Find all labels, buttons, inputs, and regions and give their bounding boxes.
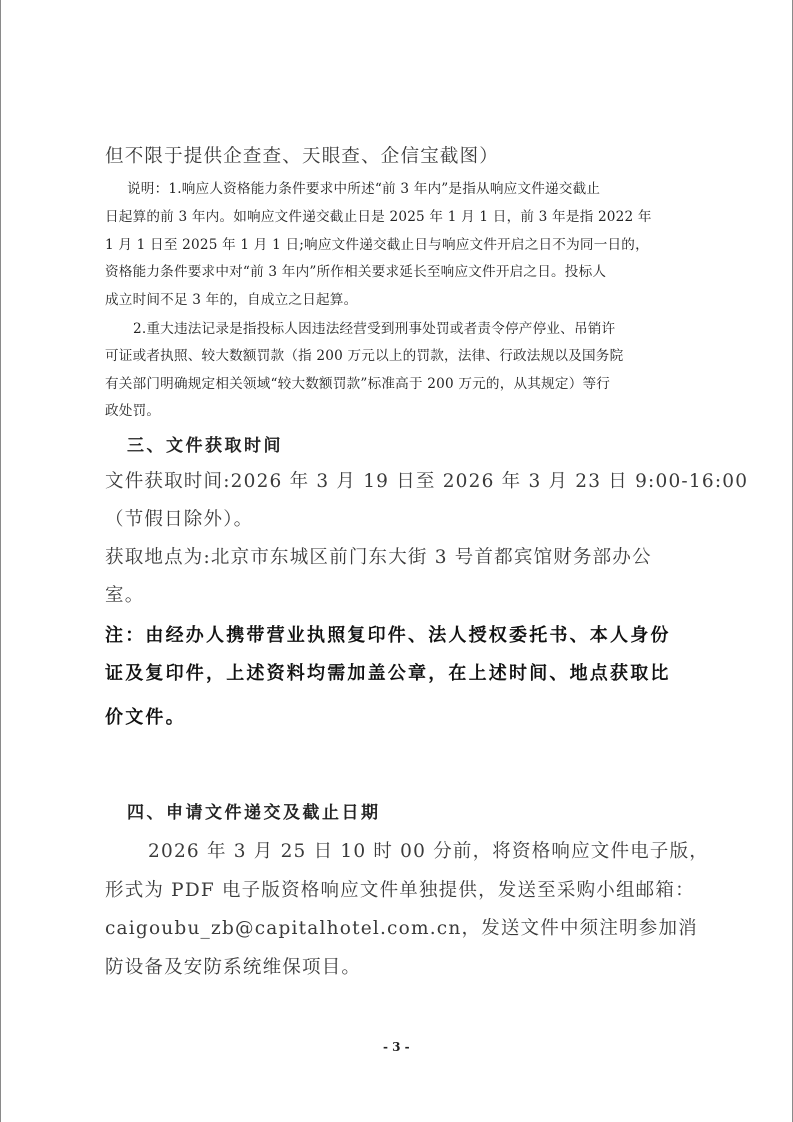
- note-line: 说明：1.响应人资格能力条件要求中所述“前 3 年内”是指从响应文件递交截止: [127, 181, 601, 197]
- notice-line: 证及复印件，上述资料均需加盖公章，在上述时间、地点获取比: [105, 663, 671, 684]
- note-line: 有关部门明确规定相关领域“较大数额罚款”标准高于 200 万元的，从其规定）等行: [105, 376, 611, 392]
- section-4-heading: 四、申请文件递交及截止日期: [127, 803, 381, 823]
- submission-line: 2026 年 3 月 25 日 10 时 00 分前，将资格响应文件电子版，: [148, 841, 709, 862]
- submission-line: 形式为 PDF 电子版资格响应文件单独提供，发送至采购小组邮箱：: [105, 880, 695, 901]
- acquire-place-line: 室。: [105, 585, 145, 606]
- acquire-time-line: （节假日除外）。: [105, 509, 254, 530]
- note-line: 成立时间不足 3 年的，自成立之日起算。: [105, 292, 358, 308]
- continuation-line: 但不限于提供企查查、天眼查、企信宝截图）: [105, 146, 500, 167]
- note-line: 日起算的前 3 年内。如响应文件递交截止日是 2025 年 1 月 1 日，前 3 年是指 2022 年: [105, 209, 652, 225]
- section-3-heading: 三、文件获取时间: [127, 436, 283, 456]
- acquire-time-line: 文件获取时间:2026 年 3 月 19 日至 2026 年 3 月 23 日 9:00-16:00: [105, 471, 749, 492]
- page-number: - 3 -: [383, 1040, 410, 1054]
- submission-line: 防设备及安防系统维保项目。: [105, 957, 362, 978]
- note-line: 资格能力条件要求中对“前 3 年内”所作相关要求延长至响应文件开启之日。投标人: [105, 264, 607, 280]
- note-line: 1 月 1 日至 2025 年 1 月 1 日;响应文件递交截止日与响应文件开启之日不为同一日的，: [105, 237, 649, 253]
- acquire-place-line: 获取地点为:北京市东城区前门东大街 3 号首都宾馆财务部办公: [105, 547, 652, 568]
- submission-line: caigoubu_zb@capitalhotel.com.cn，发送文件中须注明参加消: [105, 918, 698, 939]
- notice-line: 价文件。: [105, 707, 186, 728]
- note-line: 2.重大违法记录是指投标人因违法经营受到刑事处罚或者责令停产停业、吊销许: [133, 321, 616, 337]
- note-line: 可证或者执照、较大数额罚款（指 200 万元以上的罚款，法律、行政法规以及国务院: [105, 348, 624, 364]
- note-line: 政处罚。: [105, 403, 161, 419]
- notice-line: 注：由经办人携带营业执照复印件、法人授权委托书、本人身份: [105, 625, 671, 646]
